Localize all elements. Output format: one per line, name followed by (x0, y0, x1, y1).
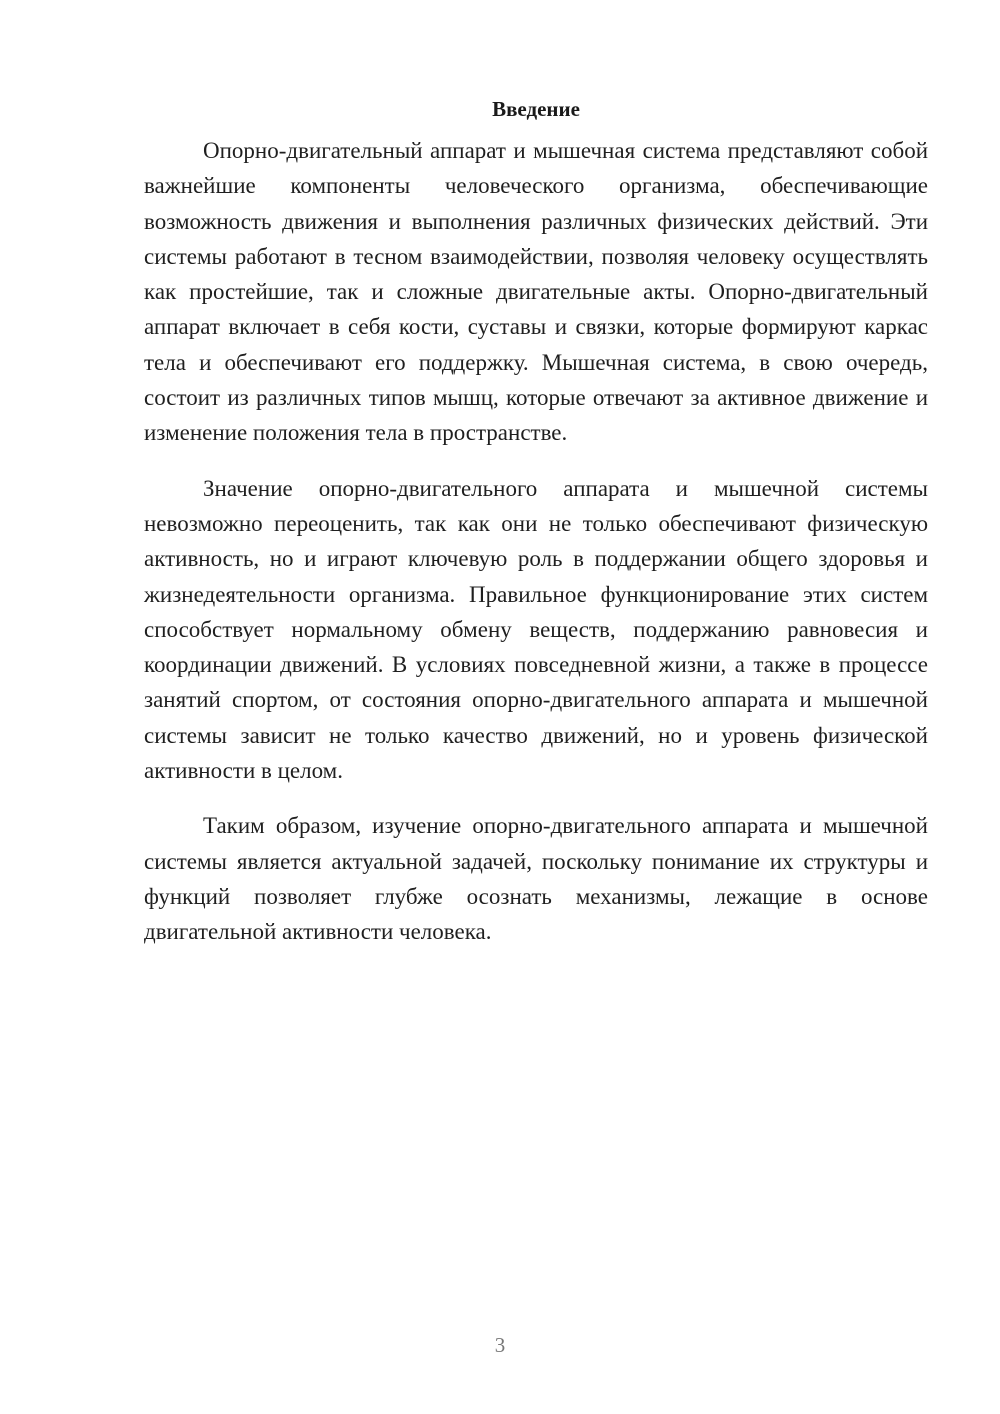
page-title: Введение (492, 97, 580, 121)
page-content (144, 92, 928, 970)
paragraph-3: Таким образом, изучение опорно-двигательного аппарата и мышечной системы является актуальной задачей, поскольку понимание их структуры и функций позволяет глубже осознать механизмы, лежащие в основе двигательной активности человека. (144, 813, 928, 945)
paragraph-2: Значение опорно-двигательного аппарата и мышечной системы невозможно переоценить, так как они не только обеспечивают физическую активность, но и играют ключевую роль в поддержании общего здоровья и жизнедеятельности организма. Правильное функционирование этих систем способствует нормальному обмену веществ, поддержанию равновесия и координации движений. В условиях повседневной жизни, а также в процессе занятий спортом, от состояния опорно-двигательного аппарата и мышечной системы зависит не только качество движений, но и уровень физической активности в целом. (144, 475, 928, 784)
paragraph-1: Опорно-двигательный аппарат и мышечная система представляют собой важнейшие компоненты человеческого организма, обеспечивающие возможность движения и выполнения различных физических действий. Эти системы работают в тесном взаимодействии, позволяя человеку осуществлять как простейшие, так и сложные двигательные акты. Опорно-двигательный аппарат включает в себя кости, суставы и связки, которые формируют каркас тела и обеспечивают его поддержку. Мышечная система, в свою очередь, состоит из различных типов мышц, которые отвечают за активное движение и изменение положения тела в пространстве. (144, 138, 928, 446)
page-number: 3 (494, 1333, 506, 1357)
